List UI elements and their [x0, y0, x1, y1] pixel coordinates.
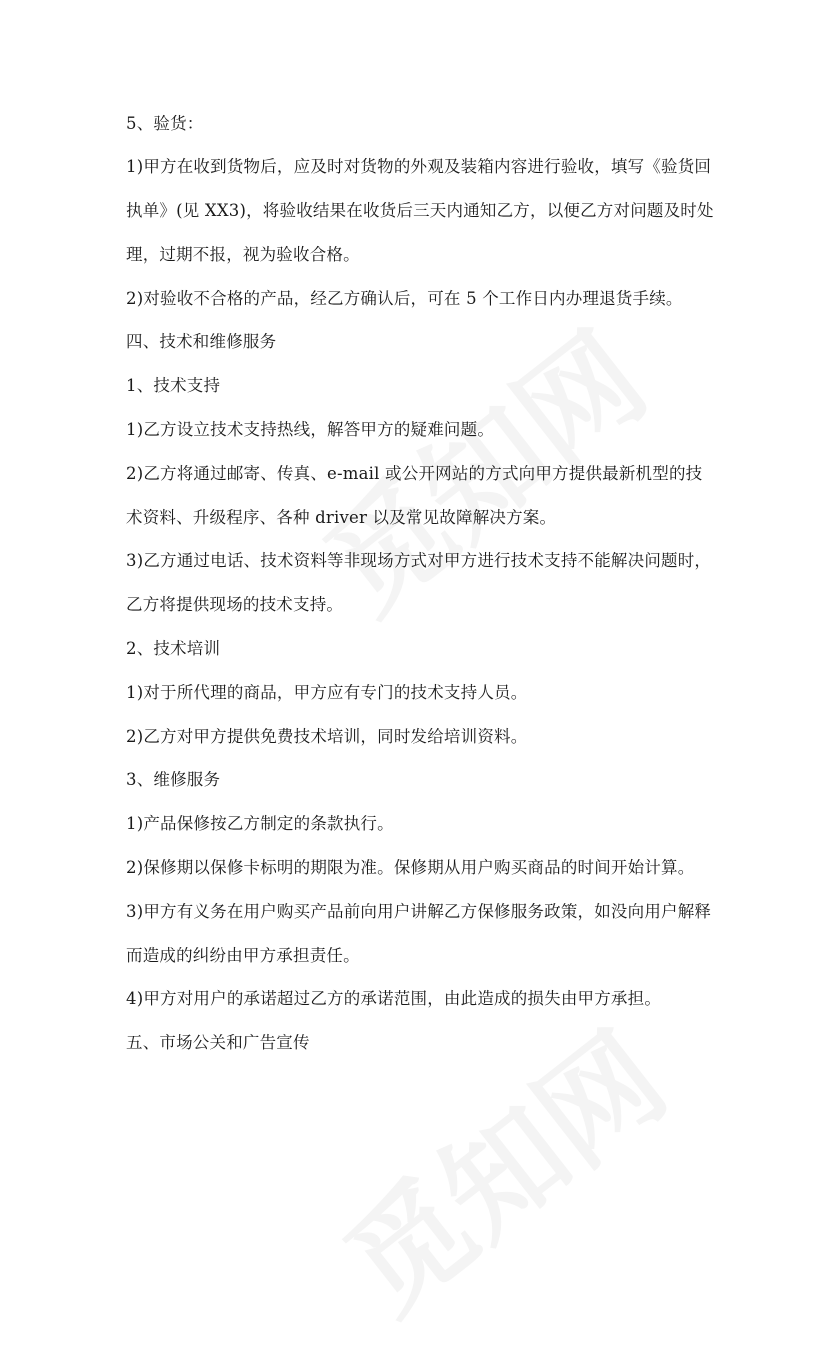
paragraph-line: 术资料、升级程序、各种 driver 以及常见故障解决方案。: [126, 508, 557, 527]
paragraph-line: 3)乙方通过电话、技术资料等非现场方式对甲方进行技术支持不能解决问题时，: [126, 551, 712, 570]
paragraph-line: 2)乙方对甲方提供免费技术培训，同时发给培训资料。: [126, 727, 528, 746]
paragraph-line: 而造成的纠纷由甲方承担责任。: [126, 946, 360, 965]
paragraph-line: 2)乙方将通过邮寄、传真、e-mail 或公开网站的方式向甲方提供最新机型的技: [126, 464, 703, 483]
paragraph-line: 1)甲方在收到货物后，应及时对货物的外观及装箱内容进行验收，填写《验货回: [126, 157, 712, 176]
section-heading-inspection: 5、验货：: [126, 114, 204, 133]
paragraph-line: 3)甲方有义务在用户购买产品前向用户讲解乙方保修服务政策，如没向用户解释: [126, 902, 712, 921]
paragraph-line: 1)对于所代理的商品，甲方应有专门的技术支持人员。: [126, 683, 528, 702]
paragraph-line: 理，过期不报，视为验收合格。: [126, 245, 360, 264]
subsection-heading-tech-training: 2、技术培训: [126, 639, 221, 658]
paragraph-line: 2)保修期以保修卡标明的期限为准。保修期从用户购买商品的时间开始计算。: [126, 858, 695, 877]
watermark-logo-bottom: [305, 987, 695, 1344]
paragraph-line: 1)乙方设立技术支持热线，解答甲方的疑难问题。: [126, 420, 495, 439]
paragraph-line: 乙方将提供现场的技术支持。: [126, 595, 344, 614]
paragraph-line: 执单》(见 XX3)，将验收结果在收货后三天内通知乙方，以便乙方对问题及时处: [126, 201, 714, 220]
paragraph-line: 2)对验收不合格的产品，经乙方确认后，可在 5 个工作日内办理退货手续。: [126, 289, 683, 308]
paragraph-line: 1)产品保修按乙方制定的条款执行。: [126, 814, 394, 833]
subsection-heading-repair-service: 3、维修服务: [126, 770, 221, 789]
section-heading-tech-service: 四、技术和维修服务: [126, 332, 277, 351]
section-heading-marketing: 五、市场公关和广告宣传: [126, 1033, 310, 1052]
subsection-heading-tech-support: 1、技术支持: [126, 376, 221, 395]
paragraph-line: 4)甲方对用户的承诺超过乙方的承诺范围，由此造成的损失由甲方承担。: [126, 989, 662, 1008]
